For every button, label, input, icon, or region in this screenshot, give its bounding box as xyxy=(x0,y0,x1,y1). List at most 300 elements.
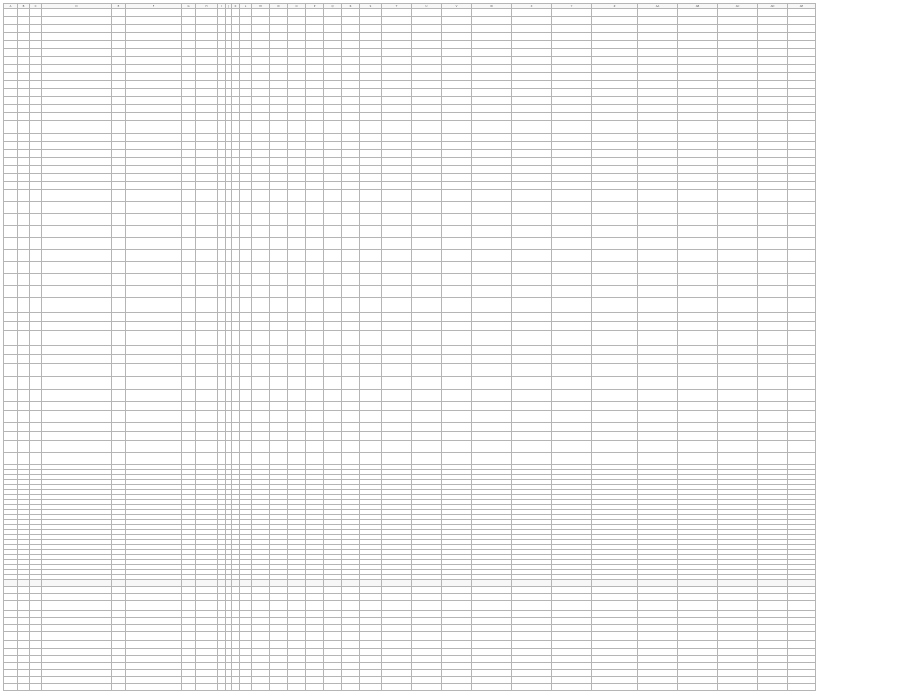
table-cell[interactable] xyxy=(18,298,30,313)
table-cell[interactable] xyxy=(182,402,196,411)
table-cell[interactable] xyxy=(412,670,442,677)
table-cell[interactable] xyxy=(306,402,324,411)
table-cell[interactable] xyxy=(112,97,126,105)
table-cell[interactable] xyxy=(42,611,112,618)
table-cell[interactable] xyxy=(638,17,678,25)
table-cell[interactable] xyxy=(718,594,758,601)
table-cell[interactable] xyxy=(718,441,758,453)
table-cell[interactable] xyxy=(592,121,638,134)
table-cell[interactable] xyxy=(382,17,412,25)
table-cell[interactable] xyxy=(306,9,324,17)
table-cell[interactable] xyxy=(342,113,360,121)
table-cell[interactable] xyxy=(472,142,512,150)
table-cell[interactable] xyxy=(360,423,382,432)
table-cell[interactable] xyxy=(788,49,816,57)
table-cell[interactable] xyxy=(270,390,288,402)
table-cell[interactable] xyxy=(252,142,270,150)
table-cell[interactable] xyxy=(42,453,112,465)
table-cell[interactable] xyxy=(512,202,552,214)
table-cell[interactable] xyxy=(788,250,816,262)
table-cell[interactable] xyxy=(18,402,30,411)
table-cell[interactable] xyxy=(252,250,270,262)
table-cell[interactable] xyxy=(240,684,252,691)
table-cell[interactable] xyxy=(638,625,678,632)
table-cell[interactable] xyxy=(638,9,678,17)
table-cell[interactable] xyxy=(718,313,758,322)
table-cell[interactable] xyxy=(252,121,270,134)
table-cell[interactable] xyxy=(196,150,218,158)
table-cell[interactable] xyxy=(182,298,196,313)
table-cell[interactable] xyxy=(442,411,472,423)
table-cell[interactable] xyxy=(18,618,30,625)
table-cell[interactable] xyxy=(718,73,758,81)
table-cell[interactable] xyxy=(382,150,412,158)
table-cell[interactable] xyxy=(758,411,788,423)
table-cell[interactable] xyxy=(512,158,552,166)
table-cell[interactable] xyxy=(196,214,218,226)
table-cell[interactable] xyxy=(718,89,758,97)
table-cell[interactable] xyxy=(552,618,592,625)
table-cell[interactable] xyxy=(552,105,592,113)
table-cell[interactable] xyxy=(512,57,552,65)
table-cell[interactable] xyxy=(4,49,18,57)
column-header[interactable]: AE xyxy=(788,4,816,9)
table-cell[interactable] xyxy=(240,17,252,25)
table-cell[interactable] xyxy=(306,677,324,684)
table-cell[interactable] xyxy=(638,57,678,65)
table-cell[interactable] xyxy=(412,174,442,182)
table-cell[interactable] xyxy=(788,423,816,432)
table-cell[interactable] xyxy=(382,121,412,134)
table-cell[interactable] xyxy=(306,625,324,632)
table-cell[interactable] xyxy=(788,89,816,97)
table-cell[interactable] xyxy=(788,625,816,632)
table-cell[interactable] xyxy=(306,81,324,89)
table-cell[interactable] xyxy=(4,346,18,355)
table-cell[interactable] xyxy=(306,166,324,174)
table-cell[interactable] xyxy=(472,158,512,166)
table-cell[interactable] xyxy=(678,286,718,298)
table-cell[interactable] xyxy=(382,580,412,587)
table-cell[interactable] xyxy=(592,73,638,81)
table-cell[interactable] xyxy=(412,9,442,17)
table-cell[interactable] xyxy=(324,618,342,625)
table-cell[interactable] xyxy=(196,182,218,190)
table-cell[interactable] xyxy=(288,411,306,423)
table-cell[interactable] xyxy=(758,250,788,262)
table-cell[interactable] xyxy=(718,190,758,202)
table-cell[interactable] xyxy=(42,250,112,262)
table-cell[interactable] xyxy=(324,364,342,377)
column-header[interactable]: G xyxy=(182,4,196,9)
table-cell[interactable] xyxy=(638,670,678,677)
column-header[interactable]: J xyxy=(226,4,232,9)
table-cell[interactable] xyxy=(788,594,816,601)
table-cell[interactable] xyxy=(218,313,226,322)
table-cell[interactable] xyxy=(182,202,196,214)
table-cell[interactable] xyxy=(472,453,512,465)
table-cell[interactable] xyxy=(442,190,472,202)
table-cell[interactable] xyxy=(288,670,306,677)
table-cell[interactable] xyxy=(30,298,42,313)
table-cell[interactable] xyxy=(512,113,552,121)
table-cell[interactable] xyxy=(42,601,112,611)
table-cell[interactable] xyxy=(30,226,42,238)
table-cell[interactable] xyxy=(342,65,360,73)
table-cell[interactable] xyxy=(412,134,442,142)
table-cell[interactable] xyxy=(412,121,442,134)
table-cell[interactable] xyxy=(512,402,552,411)
table-cell[interactable] xyxy=(196,663,218,670)
table-cell[interactable] xyxy=(552,262,592,274)
table-cell[interactable] xyxy=(240,322,252,331)
table-cell[interactable] xyxy=(472,182,512,190)
table-cell[interactable] xyxy=(182,632,196,641)
table-cell[interactable] xyxy=(382,432,412,441)
table-cell[interactable] xyxy=(196,190,218,202)
table-cell[interactable] xyxy=(718,625,758,632)
table-cell[interactable] xyxy=(638,618,678,625)
table-cell[interactable] xyxy=(288,663,306,670)
table-cell[interactable] xyxy=(218,663,226,670)
table-cell[interactable] xyxy=(512,166,552,174)
table-cell[interactable] xyxy=(42,656,112,663)
table-cell[interactable] xyxy=(270,134,288,142)
table-cell[interactable] xyxy=(42,25,112,33)
table-cell[interactable] xyxy=(324,594,342,601)
table-cell[interactable] xyxy=(678,423,718,432)
table-cell[interactable] xyxy=(412,594,442,601)
table-cell[interactable] xyxy=(232,364,240,377)
table-cell[interactable] xyxy=(442,432,472,441)
table-cell[interactable] xyxy=(240,411,252,423)
table-cell[interactable] xyxy=(512,65,552,73)
table-cell[interactable] xyxy=(306,331,324,346)
table-cell[interactable] xyxy=(240,250,252,262)
table-cell[interactable] xyxy=(638,41,678,49)
table-cell[interactable] xyxy=(324,150,342,158)
table-cell[interactable] xyxy=(758,618,788,625)
table-cell[interactable] xyxy=(112,364,126,377)
table-cell[interactable] xyxy=(4,113,18,121)
table-cell[interactable] xyxy=(42,432,112,441)
table-cell[interactable] xyxy=(552,322,592,331)
table-cell[interactable] xyxy=(382,134,412,142)
table-cell[interactable] xyxy=(472,432,512,441)
table-cell[interactable] xyxy=(382,226,412,238)
table-cell[interactable] xyxy=(30,17,42,25)
table-cell[interactable] xyxy=(306,274,324,286)
table-cell[interactable] xyxy=(270,158,288,166)
table-cell[interactable] xyxy=(788,262,816,274)
table-cell[interactable] xyxy=(342,677,360,684)
table-cell[interactable] xyxy=(718,274,758,286)
table-cell[interactable] xyxy=(4,17,18,25)
table-cell[interactable] xyxy=(18,625,30,632)
table-cell[interactable] xyxy=(678,355,718,364)
table-cell[interactable] xyxy=(30,377,42,390)
table-cell[interactable] xyxy=(232,641,240,649)
table-cell[interactable] xyxy=(112,670,126,677)
table-cell[interactable] xyxy=(306,649,324,656)
table-cell[interactable] xyxy=(270,113,288,121)
table-cell[interactable] xyxy=(182,601,196,611)
table-cell[interactable] xyxy=(182,346,196,355)
table-cell[interactable] xyxy=(552,632,592,641)
table-cell[interactable] xyxy=(126,65,182,73)
table-cell[interactable] xyxy=(360,587,382,594)
table-cell[interactable] xyxy=(240,625,252,632)
table-cell[interactable] xyxy=(232,331,240,346)
table-cell[interactable] xyxy=(232,73,240,81)
table-cell[interactable] xyxy=(240,49,252,57)
table-cell[interactable] xyxy=(252,423,270,432)
table-cell[interactable] xyxy=(592,17,638,25)
table-cell[interactable] xyxy=(4,105,18,113)
table-cell[interactable] xyxy=(552,286,592,298)
table-cell[interactable] xyxy=(788,33,816,41)
table-cell[interactable] xyxy=(788,286,816,298)
table-cell[interactable] xyxy=(306,158,324,166)
table-cell[interactable] xyxy=(112,618,126,625)
table-cell[interactable] xyxy=(442,49,472,57)
table-cell[interactable] xyxy=(182,97,196,105)
table-cell[interactable] xyxy=(718,331,758,346)
table-cell[interactable] xyxy=(218,432,226,441)
table-cell[interactable] xyxy=(788,166,816,174)
table-cell[interactable] xyxy=(360,73,382,81)
table-cell[interactable] xyxy=(126,670,182,677)
table-cell[interactable] xyxy=(288,250,306,262)
table-cell[interactable] xyxy=(552,113,592,121)
table-cell[interactable] xyxy=(678,390,718,402)
table-cell[interactable] xyxy=(512,441,552,453)
table-cell[interactable] xyxy=(788,41,816,49)
column-header[interactable]: AA xyxy=(638,4,678,9)
table-cell[interactable] xyxy=(472,377,512,390)
table-cell[interactable] xyxy=(592,364,638,377)
table-cell[interactable] xyxy=(218,274,226,286)
table-cell[interactable] xyxy=(678,25,718,33)
table-cell[interactable] xyxy=(112,81,126,89)
table-cell[interactable] xyxy=(30,663,42,670)
table-cell[interactable] xyxy=(182,274,196,286)
table-cell[interactable] xyxy=(42,9,112,17)
table-cell[interactable] xyxy=(360,81,382,89)
table-cell[interactable] xyxy=(382,41,412,49)
table-cell[interactable] xyxy=(18,663,30,670)
table-cell[interactable] xyxy=(324,41,342,49)
table-cell[interactable] xyxy=(30,611,42,618)
table-cell[interactable] xyxy=(4,202,18,214)
table-cell[interactable] xyxy=(252,174,270,182)
table-cell[interactable] xyxy=(638,453,678,465)
table-cell[interactable] xyxy=(472,33,512,41)
table-cell[interactable] xyxy=(182,432,196,441)
table-cell[interactable] xyxy=(512,453,552,465)
table-cell[interactable] xyxy=(30,649,42,656)
table-cell[interactable] xyxy=(18,411,30,423)
table-cell[interactable] xyxy=(218,166,226,174)
table-cell[interactable] xyxy=(342,81,360,89)
table-cell[interactable] xyxy=(288,611,306,618)
table-cell[interactable] xyxy=(718,121,758,134)
table-cell[interactable] xyxy=(342,632,360,641)
table-cell[interactable] xyxy=(42,390,112,402)
table-cell[interactable] xyxy=(758,262,788,274)
table-cell[interactable] xyxy=(592,262,638,274)
table-cell[interactable] xyxy=(252,670,270,677)
table-cell[interactable] xyxy=(512,89,552,97)
table-cell[interactable] xyxy=(42,274,112,286)
table-cell[interactable] xyxy=(126,113,182,121)
table-cell[interactable] xyxy=(42,580,112,587)
table-cell[interactable] xyxy=(718,402,758,411)
table-cell[interactable] xyxy=(412,423,442,432)
table-cell[interactable] xyxy=(360,158,382,166)
table-cell[interactable] xyxy=(306,65,324,73)
table-cell[interactable] xyxy=(182,134,196,142)
table-cell[interactable] xyxy=(718,298,758,313)
table-cell[interactable] xyxy=(758,611,788,618)
table-cell[interactable] xyxy=(472,174,512,182)
table-cell[interactable] xyxy=(758,41,788,49)
table-cell[interactable] xyxy=(412,313,442,322)
table-cell[interactable] xyxy=(288,166,306,174)
table-cell[interactable] xyxy=(112,632,126,641)
table-cell[interactable] xyxy=(382,618,412,625)
table-cell[interactable] xyxy=(512,17,552,25)
table-cell[interactable] xyxy=(30,355,42,364)
table-cell[interactable] xyxy=(218,250,226,262)
table-cell[interactable] xyxy=(342,33,360,41)
table-cell[interactable] xyxy=(4,684,18,691)
table-cell[interactable] xyxy=(360,322,382,331)
table-cell[interactable] xyxy=(232,677,240,684)
table-cell[interactable] xyxy=(360,355,382,364)
table-cell[interactable] xyxy=(412,331,442,346)
table-cell[interactable] xyxy=(42,158,112,166)
table-cell[interactable] xyxy=(342,611,360,618)
table-cell[interactable] xyxy=(270,250,288,262)
table-cell[interactable] xyxy=(270,364,288,377)
table-cell[interactable] xyxy=(678,33,718,41)
table-cell[interactable] xyxy=(42,331,112,346)
table-cell[interactable] xyxy=(592,105,638,113)
table-cell[interactable] xyxy=(232,9,240,17)
table-cell[interactable] xyxy=(42,238,112,250)
table-cell[interactable] xyxy=(306,656,324,663)
table-cell[interactable] xyxy=(788,355,816,364)
table-cell[interactable] xyxy=(306,580,324,587)
table-cell[interactable] xyxy=(232,202,240,214)
table-cell[interactable] xyxy=(232,411,240,423)
table-cell[interactable] xyxy=(30,423,42,432)
table-cell[interactable] xyxy=(552,97,592,105)
table-cell[interactable] xyxy=(218,25,226,33)
table-cell[interactable] xyxy=(472,677,512,684)
table-cell[interactable] xyxy=(270,214,288,226)
table-cell[interactable] xyxy=(270,89,288,97)
table-cell[interactable] xyxy=(218,656,226,663)
table-cell[interactable] xyxy=(218,17,226,25)
table-cell[interactable] xyxy=(252,25,270,33)
table-cell[interactable] xyxy=(4,250,18,262)
table-cell[interactable] xyxy=(324,423,342,432)
table-cell[interactable] xyxy=(788,81,816,89)
table-cell[interactable] xyxy=(442,331,472,346)
table-cell[interactable] xyxy=(18,214,30,226)
table-cell[interactable] xyxy=(324,158,342,166)
table-cell[interactable] xyxy=(30,432,42,441)
table-cell[interactable] xyxy=(552,202,592,214)
table-cell[interactable] xyxy=(126,274,182,286)
table-cell[interactable] xyxy=(382,65,412,73)
table-cell[interactable] xyxy=(126,618,182,625)
table-cell[interactable] xyxy=(512,601,552,611)
table-cell[interactable] xyxy=(638,73,678,81)
table-cell[interactable] xyxy=(182,65,196,73)
table-cell[interactable] xyxy=(678,656,718,663)
table-cell[interactable] xyxy=(442,142,472,150)
table-cell[interactable] xyxy=(126,182,182,190)
table-cell[interactable] xyxy=(638,202,678,214)
table-cell[interactable] xyxy=(306,182,324,190)
table-cell[interactable] xyxy=(4,611,18,618)
table-cell[interactable] xyxy=(512,322,552,331)
table-cell[interactable] xyxy=(18,238,30,250)
table-cell[interactable] xyxy=(306,594,324,601)
table-cell[interactable] xyxy=(592,182,638,190)
column-header[interactable]: Z xyxy=(592,4,638,9)
table-cell[interactable] xyxy=(30,65,42,73)
table-cell[interactable] xyxy=(306,423,324,432)
table-cell[interactable] xyxy=(758,684,788,691)
table-cell[interactable] xyxy=(18,57,30,65)
table-cell[interactable] xyxy=(324,411,342,423)
table-cell[interactable] xyxy=(472,594,512,601)
table-cell[interactable] xyxy=(182,17,196,25)
table-cell[interactable] xyxy=(472,105,512,113)
table-cell[interactable] xyxy=(342,262,360,274)
table-cell[interactable] xyxy=(42,618,112,625)
table-cell[interactable] xyxy=(758,601,788,611)
table-cell[interactable] xyxy=(126,641,182,649)
table-cell[interactable] xyxy=(232,346,240,355)
table-cell[interactable] xyxy=(252,632,270,641)
table-cell[interactable] xyxy=(270,411,288,423)
table-cell[interactable] xyxy=(788,158,816,166)
table-cell[interactable] xyxy=(218,262,226,274)
table-cell[interactable] xyxy=(288,618,306,625)
table-cell[interactable] xyxy=(324,166,342,174)
table-cell[interactable] xyxy=(218,105,226,113)
table-cell[interactable] xyxy=(240,313,252,322)
table-cell[interactable] xyxy=(240,346,252,355)
table-cell[interactable] xyxy=(552,641,592,649)
table-cell[interactable] xyxy=(126,190,182,202)
table-cell[interactable] xyxy=(306,49,324,57)
table-cell[interactable] xyxy=(382,677,412,684)
table-cell[interactable] xyxy=(30,262,42,274)
table-cell[interactable] xyxy=(442,97,472,105)
table-cell[interactable] xyxy=(638,346,678,355)
table-cell[interactable] xyxy=(758,322,788,331)
table-cell[interactable] xyxy=(512,641,552,649)
table-cell[interactable] xyxy=(18,150,30,158)
table-cell[interactable] xyxy=(232,262,240,274)
table-cell[interactable] xyxy=(4,423,18,432)
